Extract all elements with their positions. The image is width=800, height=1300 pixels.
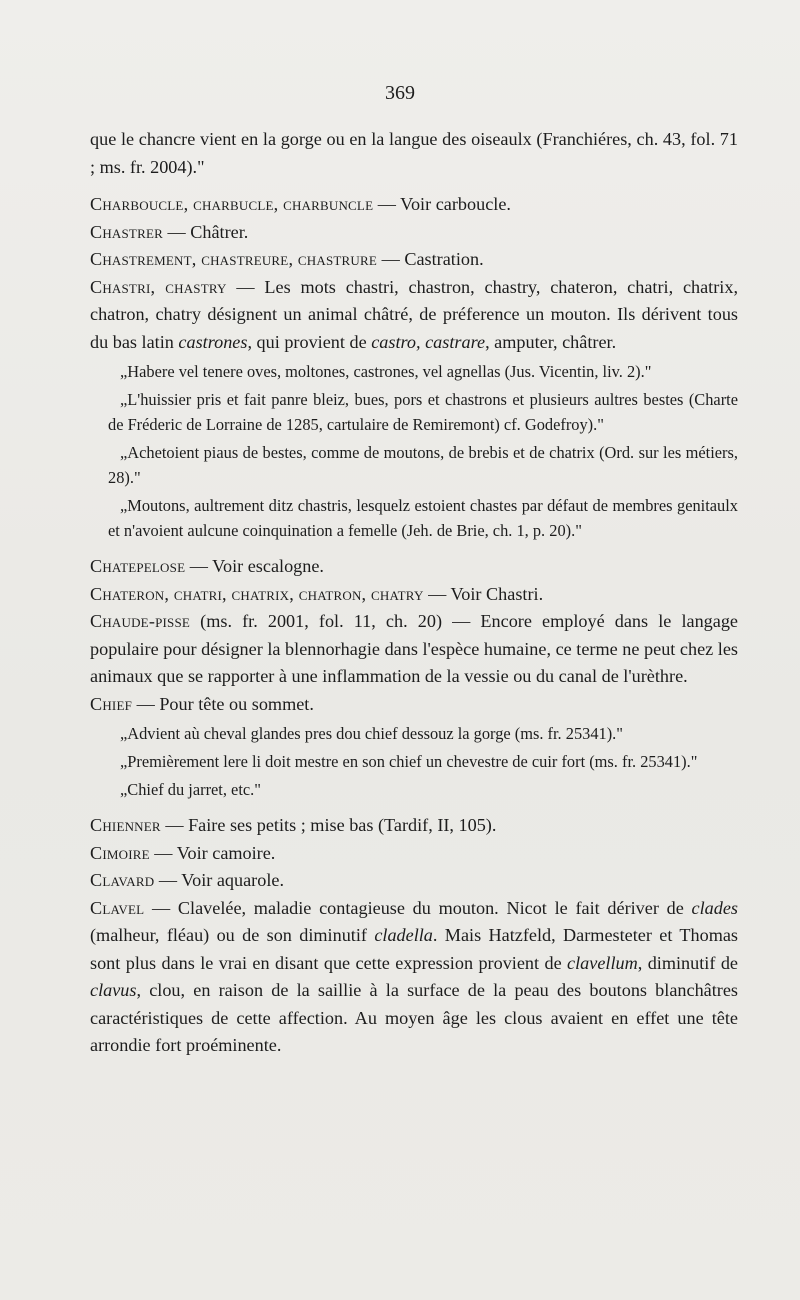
quotation: „Premièrement lere li doit mestre en son chief un chevestre de cuir fort (ms. fr. 25341)."	[120, 752, 698, 771]
definition: (ms. fr. 2001, fol. 11, ch. 20) — Encore employé dans le langage populaire pour désigner la blennorhagie dans l'espèce humaine, ce terme ne peut chez les animaux que se rapporter à une inflammation de la vessie ou du canal de l'urèthre.	[90, 611, 738, 686]
latin-term: clades	[691, 897, 738, 918]
entry-clavard	[90, 867, 738, 895]
entry-chaude-pisse	[90, 608, 738, 691]
latin-term: cladella	[374, 925, 433, 945]
definition: — Voir aquarole.	[154, 870, 285, 890]
page-number: 369	[385, 82, 415, 104]
quotation: „Achetoient piaus de bestes, comme de moutons, de brebis et de chatrix (Ord. sur les métiers, 28)."	[108, 443, 738, 487]
entry-clavel	[90, 895, 738, 1060]
definition: — Les mots chastri, chastron, chastry, chateron, chatri, chatrix, chatron, chatry désignent un animal châtré, de préference un mouton. Ils dérivent tous du bas latin	[90, 276, 738, 352]
definition: . Mais Hatzfeld, Darmesteter et Thomas sont plus dans le vrai en disant que cette expression provient de	[90, 925, 739, 973]
latin-term: castrones	[178, 331, 248, 352]
definition: , qui provient de	[247, 331, 372, 352]
headword: Chaude-pisse	[90, 611, 191, 631]
continued-paragraph: que le chancre vient en la gorge ou en la langue des oiseaulx (Franchiéres, ch. 43, fol. 71 ; ms. fr. 2004)."	[90, 129, 738, 177]
headword: Chienner	[90, 815, 161, 835]
headword: Chastrer	[90, 221, 163, 242]
headword: Chateron, chatri, chatrix, chatron, chatry	[90, 583, 424, 604]
entry-chienner	[90, 812, 738, 840]
definition: , amputer, châtrer.	[485, 331, 617, 352]
headword: Chatepelose	[90, 556, 186, 576]
definition: , diminutif de	[637, 952, 738, 973]
headword: Charboucle, charbucle, charbuncle	[90, 194, 374, 214]
definition: — Voir camoire.	[149, 842, 276, 863]
entry-chateron	[90, 581, 738, 609]
entry-chastri	[90, 274, 738, 357]
headword: Clavard	[90, 870, 155, 890]
entry-charboucle	[90, 191, 738, 219]
quotation: „Advient aù cheval glandes pres dou chief dessouz la gorge (ms. fr. 25341)."	[120, 724, 623, 743]
headword: Clavel	[90, 897, 145, 918]
entry-chatepelose	[90, 553, 738, 581]
page-content	[90, 126, 738, 1060]
definition: — Clavelée, maladie contagieuse du mouton. Nicot le fait dériver de	[144, 897, 692, 918]
definition: — Voir Chastri.	[423, 583, 544, 604]
definition: — Faire ses petits ; mise bas (Tardif, II, 105).	[160, 815, 497, 835]
definition: — Voir carboucle.	[373, 194, 511, 214]
entry-chastrement	[90, 246, 738, 274]
headword: Cimoire	[90, 842, 150, 863]
definition: — Voir escalogne.	[185, 556, 324, 576]
definition: (malheur, fléau) ou de son diminutif	[90, 925, 375, 945]
definition: — Castration.	[377, 249, 484, 269]
entry-chief	[90, 691, 738, 719]
definition: — Châtrer.	[162, 221, 249, 242]
quotation: „L'huissier pris et fait panre bleiz, bues, pors et chastrons et plusieurs aultres bestes (Charte de Fréderic de Lorraine de 1285, cartulaire de Remiremont) cf. Godefroy)."	[108, 390, 738, 434]
latin-term: clavus	[90, 980, 137, 1000]
latin-term: castro, castrare	[371, 331, 486, 352]
headword: Chastrement, chastreure, chastrure	[90, 249, 378, 269]
entry-chastrer	[90, 219, 738, 247]
definition: — Pour tête ou sommet.	[132, 693, 314, 714]
quotation: „Habere vel tenere oves, moltones, castrones, vel agnellas (Jus. Vicentin, liv. 2)."	[120, 362, 652, 381]
quotation: „Chief du jarret, etc."	[120, 780, 261, 799]
headword: Chastri, chastry	[90, 276, 227, 297]
quotation: „Moutons, aultrement ditz chastris, lesquelz estoient chastes par défaut de membres genitaulx et n'avoient aulcune coinquination a femelle (Jeh. de Brie, ch. 1, p. 20)."	[108, 496, 738, 540]
entry-cimoire	[90, 840, 738, 868]
definition: , clou, en raison de la saillie à la surface de la peau des boutons blanchâtres caractéristiques de cette affection. Au moyen âge les clous avaient en effet une tête arrondie fort proéminente.	[90, 980, 738, 1055]
headword: Chief	[90, 693, 133, 714]
latin-term: clavellum	[567, 952, 638, 973]
